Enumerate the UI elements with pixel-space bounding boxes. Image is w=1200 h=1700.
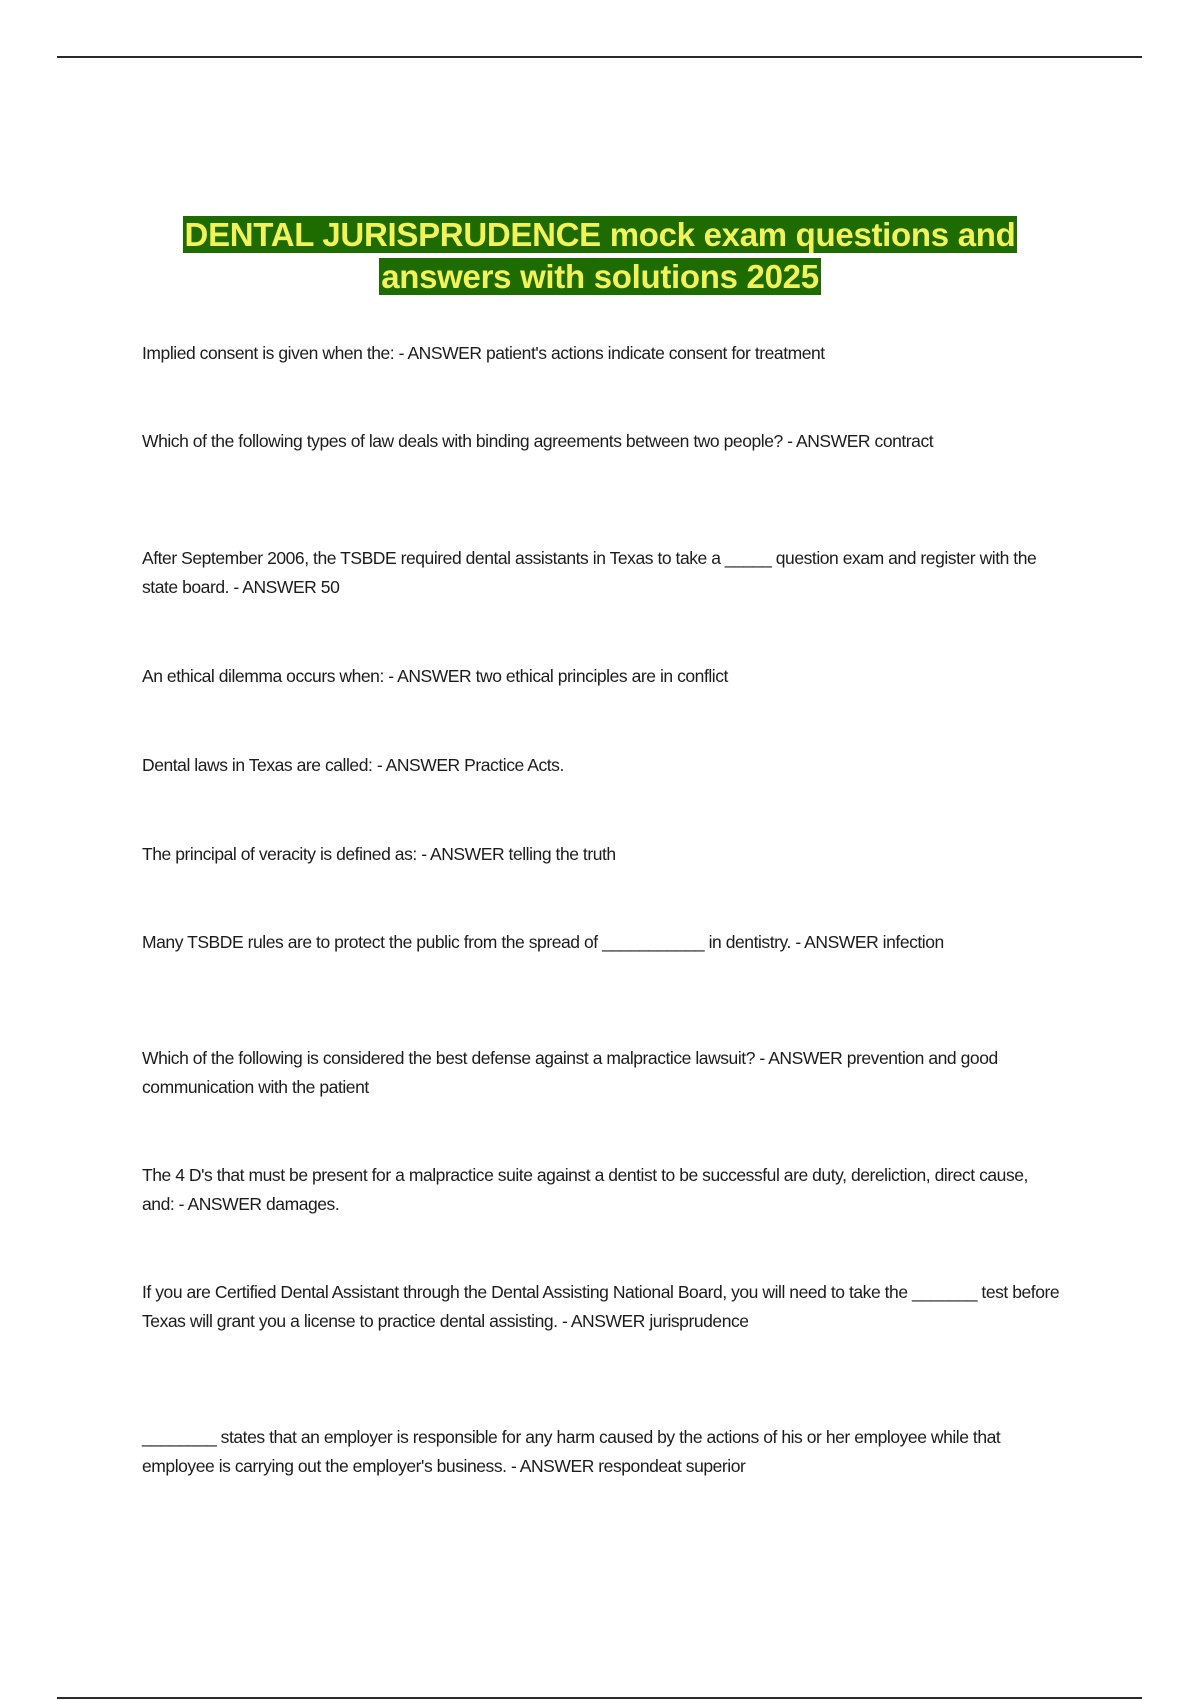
qa-item-1: Implied consent is given when the: - ANSWER patient's actions indicate consent for treatment bbox=[142, 343, 825, 363]
title-highlight: DENTAL JURISPRUDENCE mock exam questions and answers with solutions 2025 bbox=[184, 216, 1016, 295]
qa-item-5: Dental laws in Texas are called: - ANSWER Practice Acts. bbox=[142, 755, 564, 775]
qa-item-8: Which of the following is considered the best defense against a malpractice lawsuit? - ANSWER prevention and good communication with the patient bbox=[142, 1048, 998, 1097]
qa-item-4: An ethical dilemma occurs when: - ANSWER two ethical principles are in conflict bbox=[142, 666, 728, 686]
document-title bbox=[140, 214, 1060, 298]
qa-item-2: Which of the following types of law deals with binding agreements between two people? - ANSWER contract bbox=[142, 431, 934, 451]
qa-item-10: If you are Certified Dental Assistant through the Dental Assisting National Board, you will need to take the _______ test before Texas will grant you a license to practice dental assisting. - ANSWER jurisprudence bbox=[142, 1282, 1060, 1331]
qa-item-11: ________ states that an employer is responsible for any harm caused by the actions of his or her employee while that employee is carrying out the employer's business. - ANSWER respondeat superior bbox=[142, 1427, 1001, 1476]
qa-item-3: After September 2006, the TSBDE required dental assistants in Texas to take a _____ question exam and register with the state board. - ANSWER 50 bbox=[142, 548, 1037, 597]
qa-item-7: Many TSBDE rules are to protect the public from the spread of ___________ in dentistry. - ANSWER infection bbox=[142, 932, 944, 952]
bottom-rule bbox=[57, 1697, 1142, 1699]
qa-item-9: The 4 D's that must be present for a malpractice suite against a dentist to be successful are duty, dereliction, direct cause, and: - ANSWER damages. bbox=[142, 1165, 1028, 1214]
qa-item-6: The principal of veracity is defined as: - ANSWER telling the truth bbox=[142, 844, 616, 864]
top-rule bbox=[57, 56, 1142, 58]
